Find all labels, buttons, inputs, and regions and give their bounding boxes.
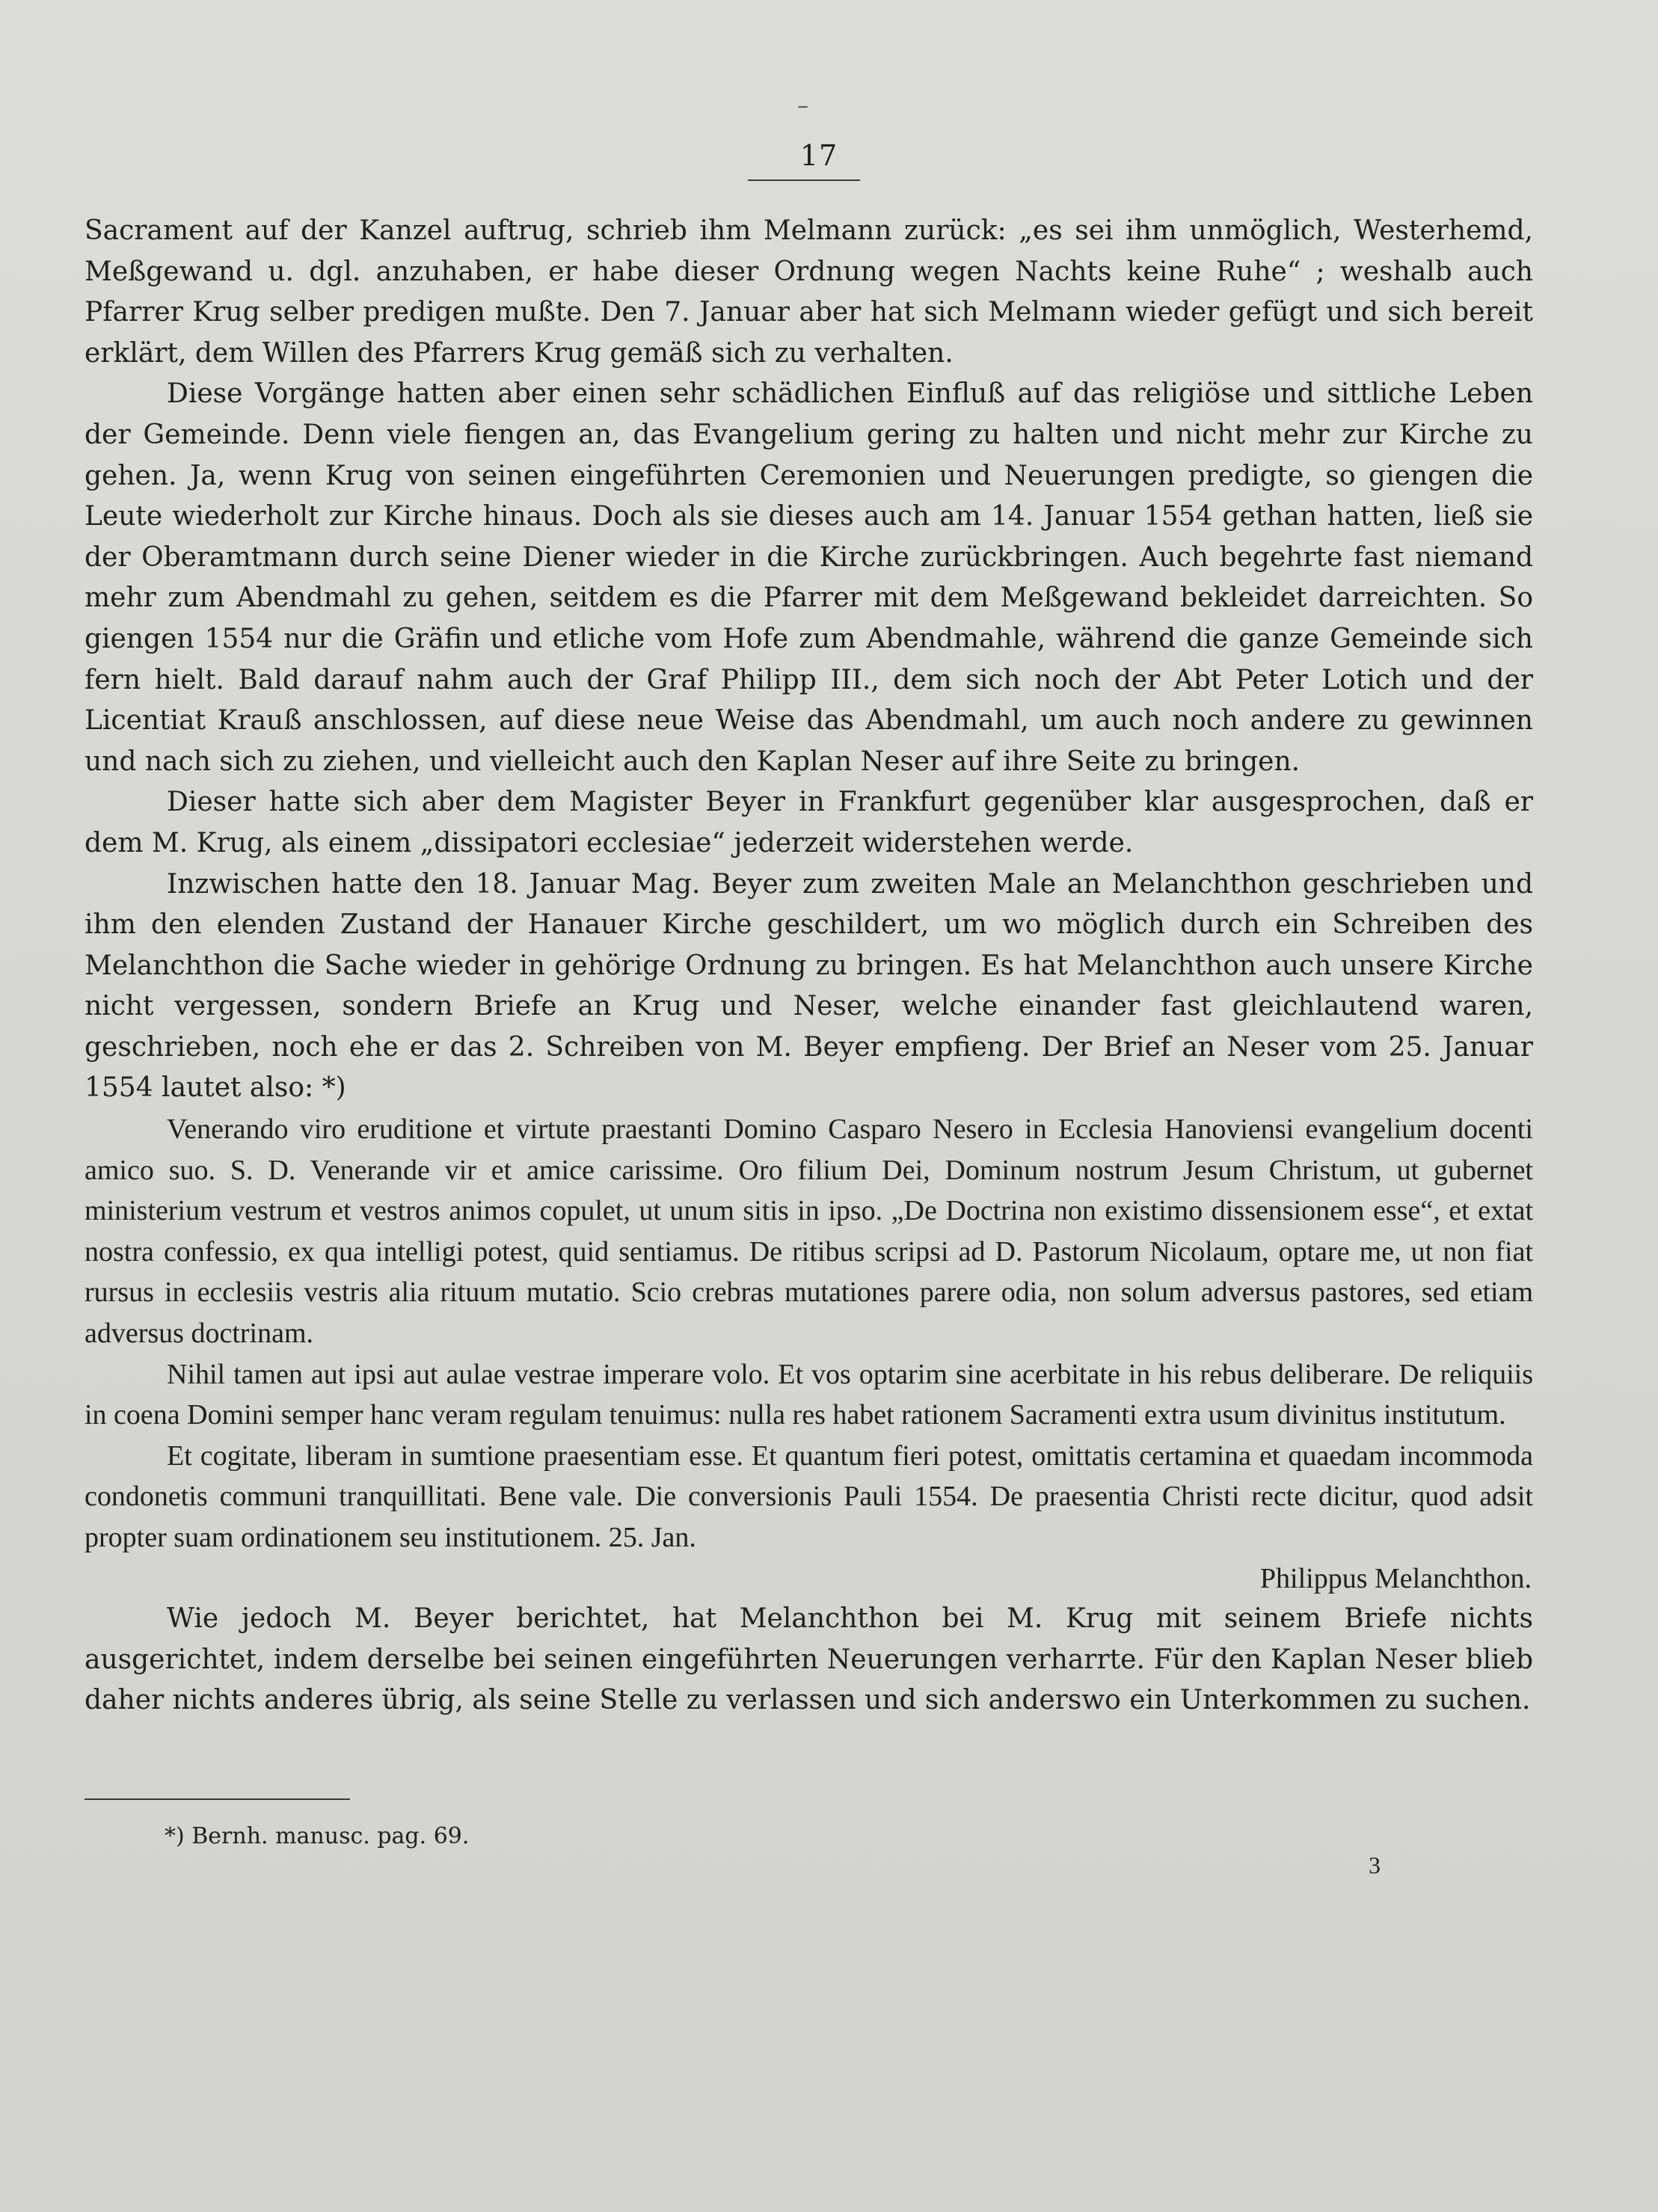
footnote: *) Bernh. manusc. pag. 69. [165, 1823, 470, 1849]
latin-letter-1: Venerando viro eruditione et virtute praestanti Domino Casparo Nesero in Ecclesia Hanoviensi evangelium docenti amico suo. S. D. Venerande vir et amice carissime. Oro filium Dei, Dominum nostrum Jesum Christum, ut gubernet ministerium vestrum et vestros animos copulet, ut unum sitis in ipso. „De Doctrina non existimo dissensionem esse“, et extat nostra confessio, ex qua intelligi potest, quid sentiamus. De ritibus scripsi ad D. Pastorum Nicolaum, optare me, ut non fiat rursus in ecclesiis vestris alia rituum mutatio. Scio crebras mutationes parere odia, non solum adversus pastores, sed etiam adversus doctrinam. [85, 1113, 1533, 1350]
footnote-rule [85, 1798, 350, 1800]
letter-signature: Philippus Melanchthon. [1259, 1562, 1532, 1594]
latin-letter-2: Nihil tamen aut ipsi aut aulae vestrae imperare volo. Et vos optarim sine acerbitate in his rebus deliberare. De reliquiis in coena Domini semper hanc veram regulam tenuimus: nulla res habet rationem Sacramenti extra usum divinitus institutum. [85, 1358, 1533, 1431]
paragraph-3: Dieser hatte sich aber dem Magister Beyer in Frankfurt gegenüber klar ausgesprochen, daß er dem M. Krug, als einem „dissipatori ecclesiae“ jederzeit widerstehen werde. [85, 787, 1533, 858]
paragraph-2: Diese Vorgänge hatten aber einen sehr schädlichen Einfluß auf das religiöse und sittliche Leben der Gemeinde. Denn viele fiengen an, das Evangelium gering zu halten und nicht mehr zur Kirche zu gehen. Ja, wenn Krug von seinen eingeführten Ceremonien und Neuerungen predigte, so giengen die Leute wiederholt zur Kirche hinaus. Doch als sie dieses auch am 14. Januar 1554 gethan hatten, ließ sie der Oberamtmann durch seine Diener wieder in die Kirche zurückbringen. Auch begehrte fast niemand mehr zum Abendmahl zu gehen, seitdem es die Pfarrer mit dem Meßgewand bekleidet darreichten. So giengen 1554 nur die Gräfin und etliche vom Hofe zum Abendmahle, während die ganze Gemeinde sich fern hielt. Bald darauf nahm auch der Graf Philipp III., dem sich noch der Abt Peter Lotich und der Licentiat Krauß anschlossen, auf diese neue Weise das Abendmahl, um auch noch andere zu gewinnen und nach sich zu ziehen, und vielleicht auch den Kaplan Neser auf ihre Seite zu bringen. [85, 378, 1533, 777]
paragraph-1: Sacrament auf der Kanzel auftrug, schrieb ihm Melmann zurück: „es sei ihm unmöglich, Westerhemd, Meßgewand u. dgl. anzuhaben, er habe dieser Ordnung wegen Nachts keine Ruhe“ ; weshalb auch Pfarrer Krug selber predigen mußte. Den 7. Januar aber hat sich Melmann wieder gefügt und sich bereit erklärt, dem Willen des Pfarrers Krug gemäß sich zu verhalten. [85, 215, 1533, 369]
paragraph-closing: Wie jedoch M. Beyer berichtet, hat Melanchthon bei M. Krug mit seinem Briefe nichts ausgerichtet, indem derselbe bei seinen eingeführten Neuerungen verharrte. Für den Kaplan Neser blieb daher nichts anderes übrig, als seine Stelle zu verlassen und sich anderswo ein Unterkommen zu suchen. [85, 1603, 1533, 1716]
main-text [85, 211, 1533, 1721]
top-dash: – [797, 93, 808, 119]
header-rule [748, 179, 860, 181]
signature-mark: 3 [1369, 1852, 1381, 1878]
paragraph-4: Inzwischen hatte den 18. Januar Mag. Beyer zum zweiten Male an Melanchthon geschrieben und ihm den elenden Zustand der Hanauer Kirche geschildert, um wo möglich durch ein Schreiben des Melanchthon die Sache wieder in gehörige Ordnung zu bringen. Es hat Melanchthon auch unsere Kirche nicht vergessen, sondern Briefe an Krug und Neser, welche einander fast gleichlautend waren, geschrieben, noch ehe er das 2. Schreiben von M. Beyer empfieng. Der Brief an Neser vom 25. Januar 1554 lautet also: *) [85, 868, 1533, 1104]
latin-letter-3: Et cogitate, liberam in sumtione praesentiam esse. Et quantum fieri potest, omittatis certamina et quaedam incommoda condonetis communi tranquillitati. Bene vale. Die conversionis Pauli 1554. De praesentia Christi recte dicitur, quod adsit propter suam ordinationem seu institutionem. 25. Jan. [85, 1440, 1533, 1553]
page-number: 17 [799, 139, 838, 172]
